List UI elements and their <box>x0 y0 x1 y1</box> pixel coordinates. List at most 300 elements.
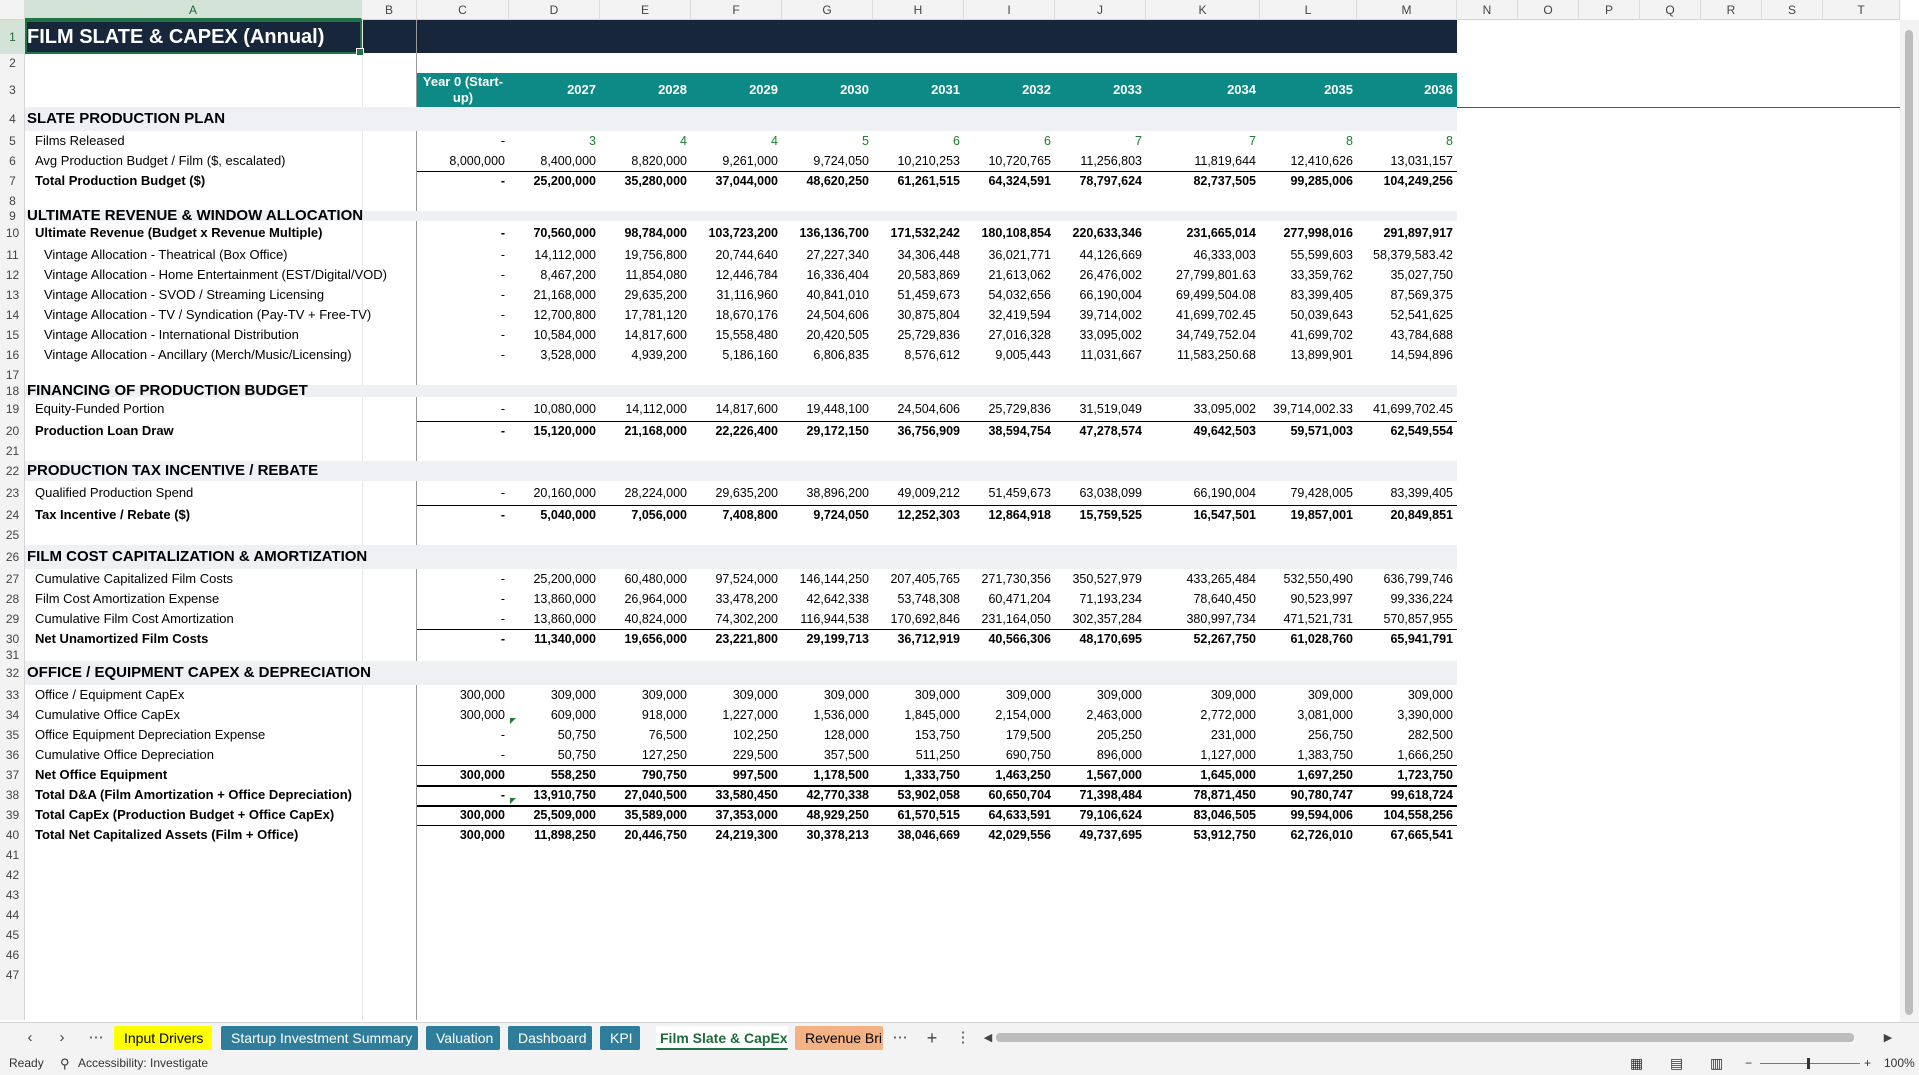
value-cell[interactable]: 35,589,000 <box>624 808 687 822</box>
value-cell[interactable]: 7 <box>1135 134 1142 148</box>
row-header-20[interactable]: 20 <box>5 424 20 438</box>
value-cell[interactable]: 11,854,080 <box>625 268 687 282</box>
value-cell[interactable]: 11,819,644 <box>1194 154 1256 168</box>
value-cell[interactable]: 8,400,000 <box>540 154 596 168</box>
row-header-37[interactable]: 37 <box>5 768 20 782</box>
value-cell[interactable]: 63,038,099 <box>1079 486 1142 500</box>
value-cell[interactable]: 179,500 <box>1005 728 1051 742</box>
value-cell[interactable]: 9,005,443 <box>995 348 1051 362</box>
value-cell[interactable]: 51,459,673 <box>897 288 960 302</box>
row-header-16[interactable]: 16 <box>5 348 20 362</box>
value-cell[interactable]: 309,000 <box>1307 688 1353 702</box>
row-header-18[interactable]: 18 <box>5 384 20 398</box>
row-label[interactable]: Qualified Production Spend <box>35 485 194 500</box>
add-sheet-icon[interactable]: + <box>926 1028 938 1048</box>
value-cell[interactable]: 570,857,955 <box>1383 612 1453 626</box>
row-header-14[interactable]: 14 <box>5 308 20 322</box>
value-cell[interactable]: 2,154,000 <box>995 708 1051 722</box>
value-cell[interactable]: 27,227,340 <box>806 248 869 262</box>
row-header-33[interactable]: 33 <box>5 688 20 702</box>
value-cell[interactable]: 40,566,306 <box>988 632 1051 646</box>
value-cell[interactable]: 21,168,000 <box>624 424 687 438</box>
value-cell[interactable]: 78,640,450 <box>1193 592 1256 606</box>
value-cell[interactable]: 78,871,450 <box>1193 788 1256 802</box>
value-cell[interactable]: 36,712,919 <box>897 632 960 646</box>
value-cell[interactable]: 34,306,448 <box>897 248 960 262</box>
value-cell[interactable]: - <box>500 308 505 322</box>
sheet-tab-film-slate-capex[interactable]: Film Slate & CapEx <box>656 1026 788 1050</box>
value-cell[interactable]: 229,500 <box>732 748 778 762</box>
value-cell[interactable]: 70,560,000 <box>533 226 596 240</box>
value-cell[interactable]: 153,750 <box>914 728 960 742</box>
column-header-t[interactable]: T <box>1823 0 1900 20</box>
row-label[interactable]: Cumulative Capitalized Film Costs <box>35 571 233 586</box>
vertical-scrollbar[interactable] <box>1900 20 1919 1022</box>
value-cell[interactable]: - <box>500 508 505 522</box>
value-cell[interactable]: 78,797,624 <box>1079 174 1142 188</box>
value-cell[interactable]: - <box>500 572 505 586</box>
column-header-e[interactable]: E <box>600 0 691 20</box>
value-cell[interactable]: 39,714,002 <box>1079 308 1142 322</box>
value-cell[interactable]: 87,569,375 <box>1390 288 1453 302</box>
value-cell[interactable]: 79,428,005 <box>1290 486 1353 500</box>
accessibility-status[interactable]: Accessibility: Investigate <box>78 1056 209 1070</box>
value-cell[interactable]: 19,756,800 <box>624 248 687 262</box>
zoom-out-icon[interactable]: − <box>1745 1056 1753 1070</box>
row-header-9[interactable]: 9 <box>9 209 16 223</box>
value-cell[interactable]: 5,186,160 <box>722 348 778 362</box>
row-label[interactable]: Office / Equipment CapEx <box>35 687 185 702</box>
value-cell[interactable]: 26,476,002 <box>1079 268 1142 282</box>
value-cell[interactable]: 1,383,750 <box>1297 748 1353 762</box>
value-cell[interactable]: 433,265,484 <box>1186 572 1256 586</box>
row-header-13[interactable]: 13 <box>5 288 20 302</box>
value-cell[interactable]: 99,618,724 <box>1390 788 1453 802</box>
value-cell[interactable]: 11,256,803 <box>1080 154 1142 168</box>
value-cell[interactable]: 180,108,854 <box>981 226 1051 240</box>
value-cell[interactable]: 33,580,450 <box>715 788 778 802</box>
row-header-26[interactable]: 26 <box>5 550 20 564</box>
value-cell[interactable]: 102,250 <box>732 728 778 742</box>
value-cell[interactable]: 20,744,640 <box>715 248 778 262</box>
sheet-tab-revenue-bri[interactable]: Revenue Bri <box>795 1026 883 1050</box>
row-header-44[interactable]: 44 <box>5 908 20 922</box>
value-cell[interactable]: 1,845,000 <box>904 708 960 722</box>
row-header-2[interactable]: 2 <box>9 56 16 70</box>
value-cell[interactable]: 62,726,010 <box>1290 828 1353 842</box>
value-cell[interactable]: 29,635,200 <box>624 288 687 302</box>
value-cell[interactable]: 37,353,000 <box>715 808 778 822</box>
row-label[interactable]: Equity-Funded Portion <box>35 401 165 416</box>
value-cell[interactable]: - <box>500 268 505 282</box>
value-cell[interactable]: 61,570,515 <box>897 808 960 822</box>
value-cell[interactable]: 104,558,256 <box>1383 808 1453 822</box>
value-cell[interactable]: 51,459,673 <box>988 486 1051 500</box>
value-cell[interactable]: 6 <box>1044 134 1051 148</box>
sheet-tab-kpi[interactable]: KPI <box>600 1026 640 1050</box>
value-cell[interactable]: 9,724,050 <box>813 154 869 168</box>
value-cell[interactable]: 4,939,200 <box>631 348 687 362</box>
value-cell[interactable]: 2,463,000 <box>1086 708 1142 722</box>
value-cell[interactable]: - <box>500 134 505 148</box>
row-label[interactable]: Total Production Budget ($) <box>35 173 206 188</box>
row-label[interactable]: Total CapEx (Production Budget + Office CapEx) <box>35 807 335 822</box>
horizontal-scroll-thumb[interactable] <box>996 1033 1854 1042</box>
value-cell[interactable]: 4 <box>771 134 778 148</box>
row-label[interactable]: Production Loan Draw <box>35 423 174 438</box>
error-indicator-icon[interactable] <box>510 798 516 804</box>
row-label[interactable]: Vintage Allocation - International Distribution <box>44 327 299 342</box>
value-cell[interactable]: 97,524,000 <box>715 572 778 586</box>
value-cell[interactable]: 20,849,851 <box>1390 508 1453 522</box>
value-cell[interactable]: 4 <box>680 134 687 148</box>
row-header-19[interactable]: 19 <box>5 402 20 416</box>
row-header-45[interactable]: 45 <box>5 928 20 942</box>
value-cell[interactable]: 8,000,000 <box>449 154 505 168</box>
value-cell[interactable]: 69,499,504.08 <box>1176 288 1256 302</box>
value-cell[interactable]: 31,116,960 <box>716 288 778 302</box>
value-cell[interactable]: 16,336,404 <box>806 268 869 282</box>
value-cell[interactable]: 25,509,000 <box>533 808 596 822</box>
value-cell[interactable]: 67,665,541 <box>1390 828 1453 842</box>
value-cell[interactable]: 309,000 <box>550 688 596 702</box>
value-cell[interactable]: 3,528,000 <box>540 348 596 362</box>
row-header-17[interactable]: 17 <box>5 368 20 382</box>
row-header-7[interactable]: 7 <box>9 174 16 188</box>
value-cell[interactable]: 14,112,000 <box>534 248 596 262</box>
value-cell[interactable]: 54,032,656 <box>988 288 1051 302</box>
value-cell[interactable]: 60,480,000 <box>624 572 687 586</box>
value-cell[interactable]: - <box>500 288 505 302</box>
value-cell[interactable]: 11,583,250.68 <box>1176 348 1256 362</box>
row-label[interactable]: Avg Production Budget / Film ($, escalated) <box>35 153 286 168</box>
row-header-42[interactable]: 42 <box>5 868 20 882</box>
row-header-43[interactable]: 43 <box>5 888 20 902</box>
value-cell[interactable]: 104,249,256 <box>1383 174 1453 188</box>
vertical-scroll-thumb[interactable] <box>1905 30 1913 1015</box>
column-header-q[interactable]: Q <box>1640 0 1701 20</box>
value-cell[interactable]: 271,730,356 <box>981 572 1051 586</box>
value-cell[interactable]: 1,723,750 <box>1397 768 1453 782</box>
row-header-bar[interactable] <box>0 20 25 1020</box>
value-cell[interactable]: 300,000 <box>459 808 505 822</box>
zoom-level[interactable]: 100% <box>1884 1056 1915 1070</box>
value-cell[interactable]: 790,750 <box>641 768 687 782</box>
value-cell[interactable]: 14,594,896 <box>1390 348 1453 362</box>
value-cell[interactable]: - <box>500 592 505 606</box>
value-cell[interactable]: 302,357,284 <box>1072 612 1142 626</box>
value-cell[interactable]: 53,912,750 <box>1193 828 1256 842</box>
next-sheet-icon[interactable]: › <box>59 1029 65 1046</box>
value-cell[interactable]: 128,000 <box>823 728 869 742</box>
value-cell[interactable]: 25,200,000 <box>533 174 596 188</box>
column-header-r[interactable]: R <box>1701 0 1762 20</box>
value-cell[interactable]: 15,120,000 <box>533 424 596 438</box>
column-header-o[interactable]: O <box>1518 0 1579 20</box>
row-header-36[interactable]: 36 <box>5 748 20 762</box>
row-header-40[interactable]: 40 <box>5 828 20 842</box>
value-cell[interactable]: 12,410,626 <box>1290 154 1353 168</box>
value-cell[interactable]: 27,799,801.63 <box>1176 268 1256 282</box>
value-cell[interactable]: 49,737,695 <box>1079 828 1142 842</box>
value-cell[interactable]: 20,420,505 <box>806 328 869 342</box>
value-cell[interactable]: 50,750 <box>557 728 596 742</box>
value-cell[interactable]: 53,902,058 <box>897 788 960 802</box>
value-cell[interactable]: 13,910,750 <box>533 788 596 802</box>
row-header-32[interactable]: 32 <box>5 666 20 680</box>
value-cell[interactable]: 309,000 <box>1210 688 1256 702</box>
value-cell[interactable]: 231,164,050 <box>981 612 1051 626</box>
value-cell[interactable]: 22,226,400 <box>715 424 778 438</box>
value-cell[interactable]: - <box>500 728 505 742</box>
value-cell[interactable]: 21,613,062 <box>988 268 1051 282</box>
value-cell[interactable]: 532,550,490 <box>1283 572 1353 586</box>
value-cell[interactable]: 231,665,014 <box>1186 226 1256 240</box>
zoom-slider-thumb[interactable] <box>1807 1058 1810 1069</box>
sheet-title[interactable]: FILM SLATE & CAPEX (Annual) <box>27 26 325 48</box>
row-header-21[interactable]: 21 <box>5 444 20 458</box>
value-cell[interactable]: 66,190,004 <box>1193 486 1256 500</box>
row-header-28[interactable]: 28 <box>5 592 20 606</box>
value-cell[interactable]: 60,471,204 <box>988 592 1051 606</box>
value-cell[interactable]: 1,127,000 <box>1200 748 1256 762</box>
value-cell[interactable]: 36,021,771 <box>988 248 1051 262</box>
value-cell[interactable]: 31,519,049 <box>1079 402 1142 416</box>
value-cell[interactable]: - <box>500 174 505 188</box>
value-cell[interactable]: 65,941,791 <box>1390 632 1453 646</box>
value-cell[interactable]: 64,633,591 <box>988 808 1051 822</box>
value-cell[interactable]: 3 <box>589 134 596 148</box>
value-cell[interactable]: 1,333,750 <box>904 768 960 782</box>
value-cell[interactable]: 82,737,505 <box>1193 174 1256 188</box>
sheet-tab-valuation[interactable]: Valuation <box>426 1026 500 1050</box>
value-cell[interactable]: 103,723,200 <box>708 226 778 240</box>
value-cell[interactable]: 90,780,747 <box>1290 788 1353 802</box>
value-cell[interactable]: 99,336,224 <box>1390 592 1453 606</box>
row-header-15[interactable]: 15 <box>5 328 20 342</box>
value-cell[interactable]: 33,359,762 <box>1290 268 1353 282</box>
row-header-1[interactable]: 1 <box>0 20 25 54</box>
value-cell[interactable]: 49,642,503 <box>1193 424 1256 438</box>
value-cell[interactable]: 10,080,000 <box>533 402 596 416</box>
row-header-5[interactable]: 5 <box>9 134 16 148</box>
value-cell[interactable]: 1,697,250 <box>1297 768 1353 782</box>
sheet-tab-input-drivers[interactable]: Input Drivers <box>114 1026 212 1050</box>
value-cell[interactable]: 127,250 <box>641 748 687 762</box>
zoom-in-icon[interactable]: + <box>1864 1056 1872 1070</box>
value-cell[interactable]: 62,549,554 <box>1390 424 1453 438</box>
value-cell[interactable]: 300,000 <box>459 828 505 842</box>
value-cell[interactable]: 53,748,308 <box>897 592 960 606</box>
row-header-4[interactable]: 4 <box>9 112 16 126</box>
value-cell[interactable]: 2,772,000 <box>1200 708 1256 722</box>
column-header-a[interactable]: A <box>25 0 362 20</box>
value-cell[interactable]: 8 <box>1346 134 1353 148</box>
value-cell[interactable]: 350,527,979 <box>1072 572 1142 586</box>
value-cell[interactable]: 48,620,250 <box>806 174 869 188</box>
value-cell[interactable]: 55,599,603 <box>1290 248 1353 262</box>
value-cell[interactable]: 59,571,003 <box>1290 424 1353 438</box>
value-cell[interactable]: 74,302,200 <box>715 612 778 626</box>
value-cell[interactable]: 19,857,001 <box>1290 508 1353 522</box>
value-cell[interactable]: 12,700,800 <box>533 308 596 322</box>
row-header-34[interactable]: 34 <box>5 708 20 722</box>
value-cell[interactable]: 61,028,760 <box>1290 632 1353 646</box>
value-cell[interactable]: 35,280,000 <box>624 174 687 188</box>
value-cell[interactable]: 29,199,713 <box>806 632 869 646</box>
value-cell[interactable]: 300,000 <box>459 708 505 722</box>
value-cell[interactable]: 25,729,836 <box>988 402 1051 416</box>
value-cell[interactable]: 66,190,004 <box>1079 288 1142 302</box>
value-cell[interactable]: 21,168,000 <box>533 288 596 302</box>
value-cell[interactable]: 609,000 <box>550 708 596 722</box>
row-header-38[interactable]: 38 <box>5 788 20 802</box>
sheet-tab-startup-investment-summary[interactable]: Startup Investment Summary <box>221 1026 418 1050</box>
value-cell[interactable]: 76,500 <box>648 728 687 742</box>
row-header-23[interactable]: 23 <box>5 486 20 500</box>
value-cell[interactable]: 471,521,731 <box>1283 612 1353 626</box>
value-cell[interactable]: 24,504,606 <box>897 402 960 416</box>
value-cell[interactable]: 220,633,346 <box>1072 226 1142 240</box>
value-cell[interactable]: 15,759,525 <box>1079 508 1142 522</box>
value-cell[interactable]: - <box>500 424 505 438</box>
value-cell[interactable]: 42,029,556 <box>988 828 1051 842</box>
value-cell[interactable]: 12,252,303 <box>897 508 960 522</box>
column-header-b[interactable]: B <box>362 0 417 20</box>
value-cell[interactable]: 256,750 <box>1307 728 1353 742</box>
value-cell[interactable]: 38,046,669 <box>897 828 960 842</box>
row-label[interactable]: Cumulative Office CapEx <box>35 707 180 722</box>
value-cell[interactable]: 37,044,000 <box>715 174 778 188</box>
value-cell[interactable]: 83,046,505 <box>1193 808 1256 822</box>
row-header-22[interactable]: 22 <box>5 464 20 478</box>
row-label[interactable]: Vintage Allocation - Theatrical (Box Office) <box>44 247 288 262</box>
value-cell[interactable]: 71,193,234 <box>1079 592 1142 606</box>
value-cell[interactable]: 79,106,624 <box>1079 808 1142 822</box>
value-cell[interactable]: 13,860,000 <box>533 592 596 606</box>
value-cell[interactable]: - <box>500 348 505 362</box>
value-cell[interactable]: 8,467,200 <box>540 268 596 282</box>
sheet-tab-dashboard[interactable]: Dashboard <box>508 1026 592 1050</box>
value-cell[interactable]: 35,027,750 <box>1390 268 1453 282</box>
value-cell[interactable]: 14,817,600 <box>715 402 778 416</box>
value-cell[interactable]: 997,500 <box>732 768 778 782</box>
value-cell[interactable]: 36,756,909 <box>897 424 960 438</box>
value-cell[interactable]: 5 <box>862 134 869 148</box>
value-cell[interactable]: 71,398,484 <box>1079 788 1142 802</box>
row-label[interactable]: Net Unamortized Film Costs <box>35 631 209 646</box>
row-label[interactable]: Films Released <box>35 133 125 148</box>
value-cell[interactable]: 10,584,000 <box>533 328 596 342</box>
value-cell[interactable]: 24,219,300 <box>715 828 778 842</box>
zoom-slider[interactable] <box>1760 1063 1860 1064</box>
tab-options-icon[interactable]: ⋮ <box>955 1029 971 1046</box>
row-header-24[interactable]: 24 <box>5 508 20 522</box>
value-cell[interactable]: 99,285,006 <box>1290 174 1353 188</box>
value-cell[interactable]: - <box>500 788 505 802</box>
row-label[interactable]: Vintage Allocation - TV / Syndication (Pay-TV + Free-TV) <box>44 307 372 322</box>
value-cell[interactable]: 34,749,752.04 <box>1176 328 1256 342</box>
row-header-29[interactable]: 29 <box>5 612 20 626</box>
value-cell[interactable]: 41,699,702 <box>1290 328 1353 342</box>
value-cell[interactable]: 309,000 <box>1096 688 1142 702</box>
value-cell[interactable]: 52,541,625 <box>1390 308 1453 322</box>
column-header-d[interactable]: D <box>509 0 600 20</box>
value-cell[interactable]: 47,278,574 <box>1079 424 1142 438</box>
value-cell[interactable]: 1,536,000 <box>813 708 869 722</box>
value-cell[interactable]: 918,000 <box>641 708 687 722</box>
row-label[interactable]: Cumulative Office Depreciation <box>35 747 214 762</box>
row-header-39[interactable]: 39 <box>5 808 20 822</box>
value-cell[interactable]: 16,547,501 <box>1193 508 1256 522</box>
value-cell[interactable]: - <box>500 486 505 500</box>
row-header-41[interactable]: 41 <box>5 848 20 862</box>
value-cell[interactable]: 171,532,242 <box>890 226 960 240</box>
value-cell[interactable]: 41,699,702.45 <box>1373 402 1453 416</box>
value-cell[interactable]: 13,899,901 <box>1290 348 1353 362</box>
select-all-corner[interactable] <box>0 0 25 20</box>
value-cell[interactable]: 42,642,338 <box>806 592 869 606</box>
value-cell[interactable]: 380,997,734 <box>1186 612 1256 626</box>
row-label[interactable]: Vintage Allocation - Home Entertainment (EST/Digital/VOD) <box>44 267 387 282</box>
value-cell[interactable]: 30,378,213 <box>806 828 869 842</box>
value-cell[interactable]: 1,666,250 <box>1397 748 1453 762</box>
row-header-31[interactable]: 31 <box>5 648 20 662</box>
value-cell[interactable]: 39,714,002.33 <box>1273 402 1353 416</box>
value-cell[interactable]: 309,000 <box>641 688 687 702</box>
value-cell[interactable]: 10,720,765 <box>988 154 1051 168</box>
row-label[interactable]: Total Net Capitalized Assets (Film + Office) <box>35 827 299 842</box>
value-cell[interactable]: 309,000 <box>1407 688 1453 702</box>
row-header-11[interactable]: 11 <box>6 248 19 262</box>
value-cell[interactable]: 205,250 <box>1096 728 1142 742</box>
value-cell[interactable]: 14,112,000 <box>625 402 687 416</box>
value-cell[interactable]: 50,039,643 <box>1290 308 1353 322</box>
value-cell[interactable]: 309,000 <box>914 688 960 702</box>
row-header-3[interactable]: 3 <box>9 83 16 97</box>
value-cell[interactable]: 309,000 <box>732 688 778 702</box>
more-tabs-icon[interactable]: ⋯ <box>892 1029 908 1046</box>
value-cell[interactable]: 15,558,480 <box>715 328 778 342</box>
value-cell[interactable]: 33,478,200 <box>715 592 778 606</box>
value-cell[interactable]: 896,000 <box>1096 748 1142 762</box>
value-cell[interactable]: 6 <box>953 134 960 148</box>
value-cell[interactable]: 6,806,835 <box>813 348 869 362</box>
value-cell[interactable]: 12,446,784 <box>715 268 778 282</box>
value-cell[interactable]: 24,504,606 <box>806 308 869 322</box>
column-header-l[interactable]: L <box>1260 0 1357 20</box>
error-indicator-icon[interactable] <box>510 718 516 724</box>
value-cell[interactable]: 3,081,000 <box>1297 708 1353 722</box>
column-header-i[interactable]: I <box>964 0 1055 20</box>
value-cell[interactable]: - <box>500 612 505 626</box>
value-cell[interactable]: 1,227,000 <box>722 708 778 722</box>
value-cell[interactable]: 90,523,997 <box>1290 592 1353 606</box>
value-cell[interactable]: 20,446,750 <box>624 828 687 842</box>
value-cell[interactable]: 13,860,000 <box>533 612 596 626</box>
value-cell[interactable]: 300,000 <box>459 768 505 782</box>
row-label[interactable]: Office Equipment Depreciation Expense <box>35 727 266 742</box>
scroll-right-icon[interactable]: ▶ <box>1883 1032 1893 1044</box>
value-cell[interactable]: 1,645,000 <box>1200 768 1256 782</box>
value-cell[interactable]: 20,583,869 <box>897 268 960 282</box>
value-cell[interactable]: 1,178,500 <box>813 768 869 782</box>
value-cell[interactable]: 61,261,515 <box>897 174 960 188</box>
value-cell[interactable]: 146,144,250 <box>799 572 869 586</box>
page-break-icon[interactable]: ▥ <box>1710 1055 1724 1071</box>
row-header-8[interactable]: 8 <box>9 194 16 208</box>
value-cell[interactable]: 42,770,338 <box>806 788 869 802</box>
